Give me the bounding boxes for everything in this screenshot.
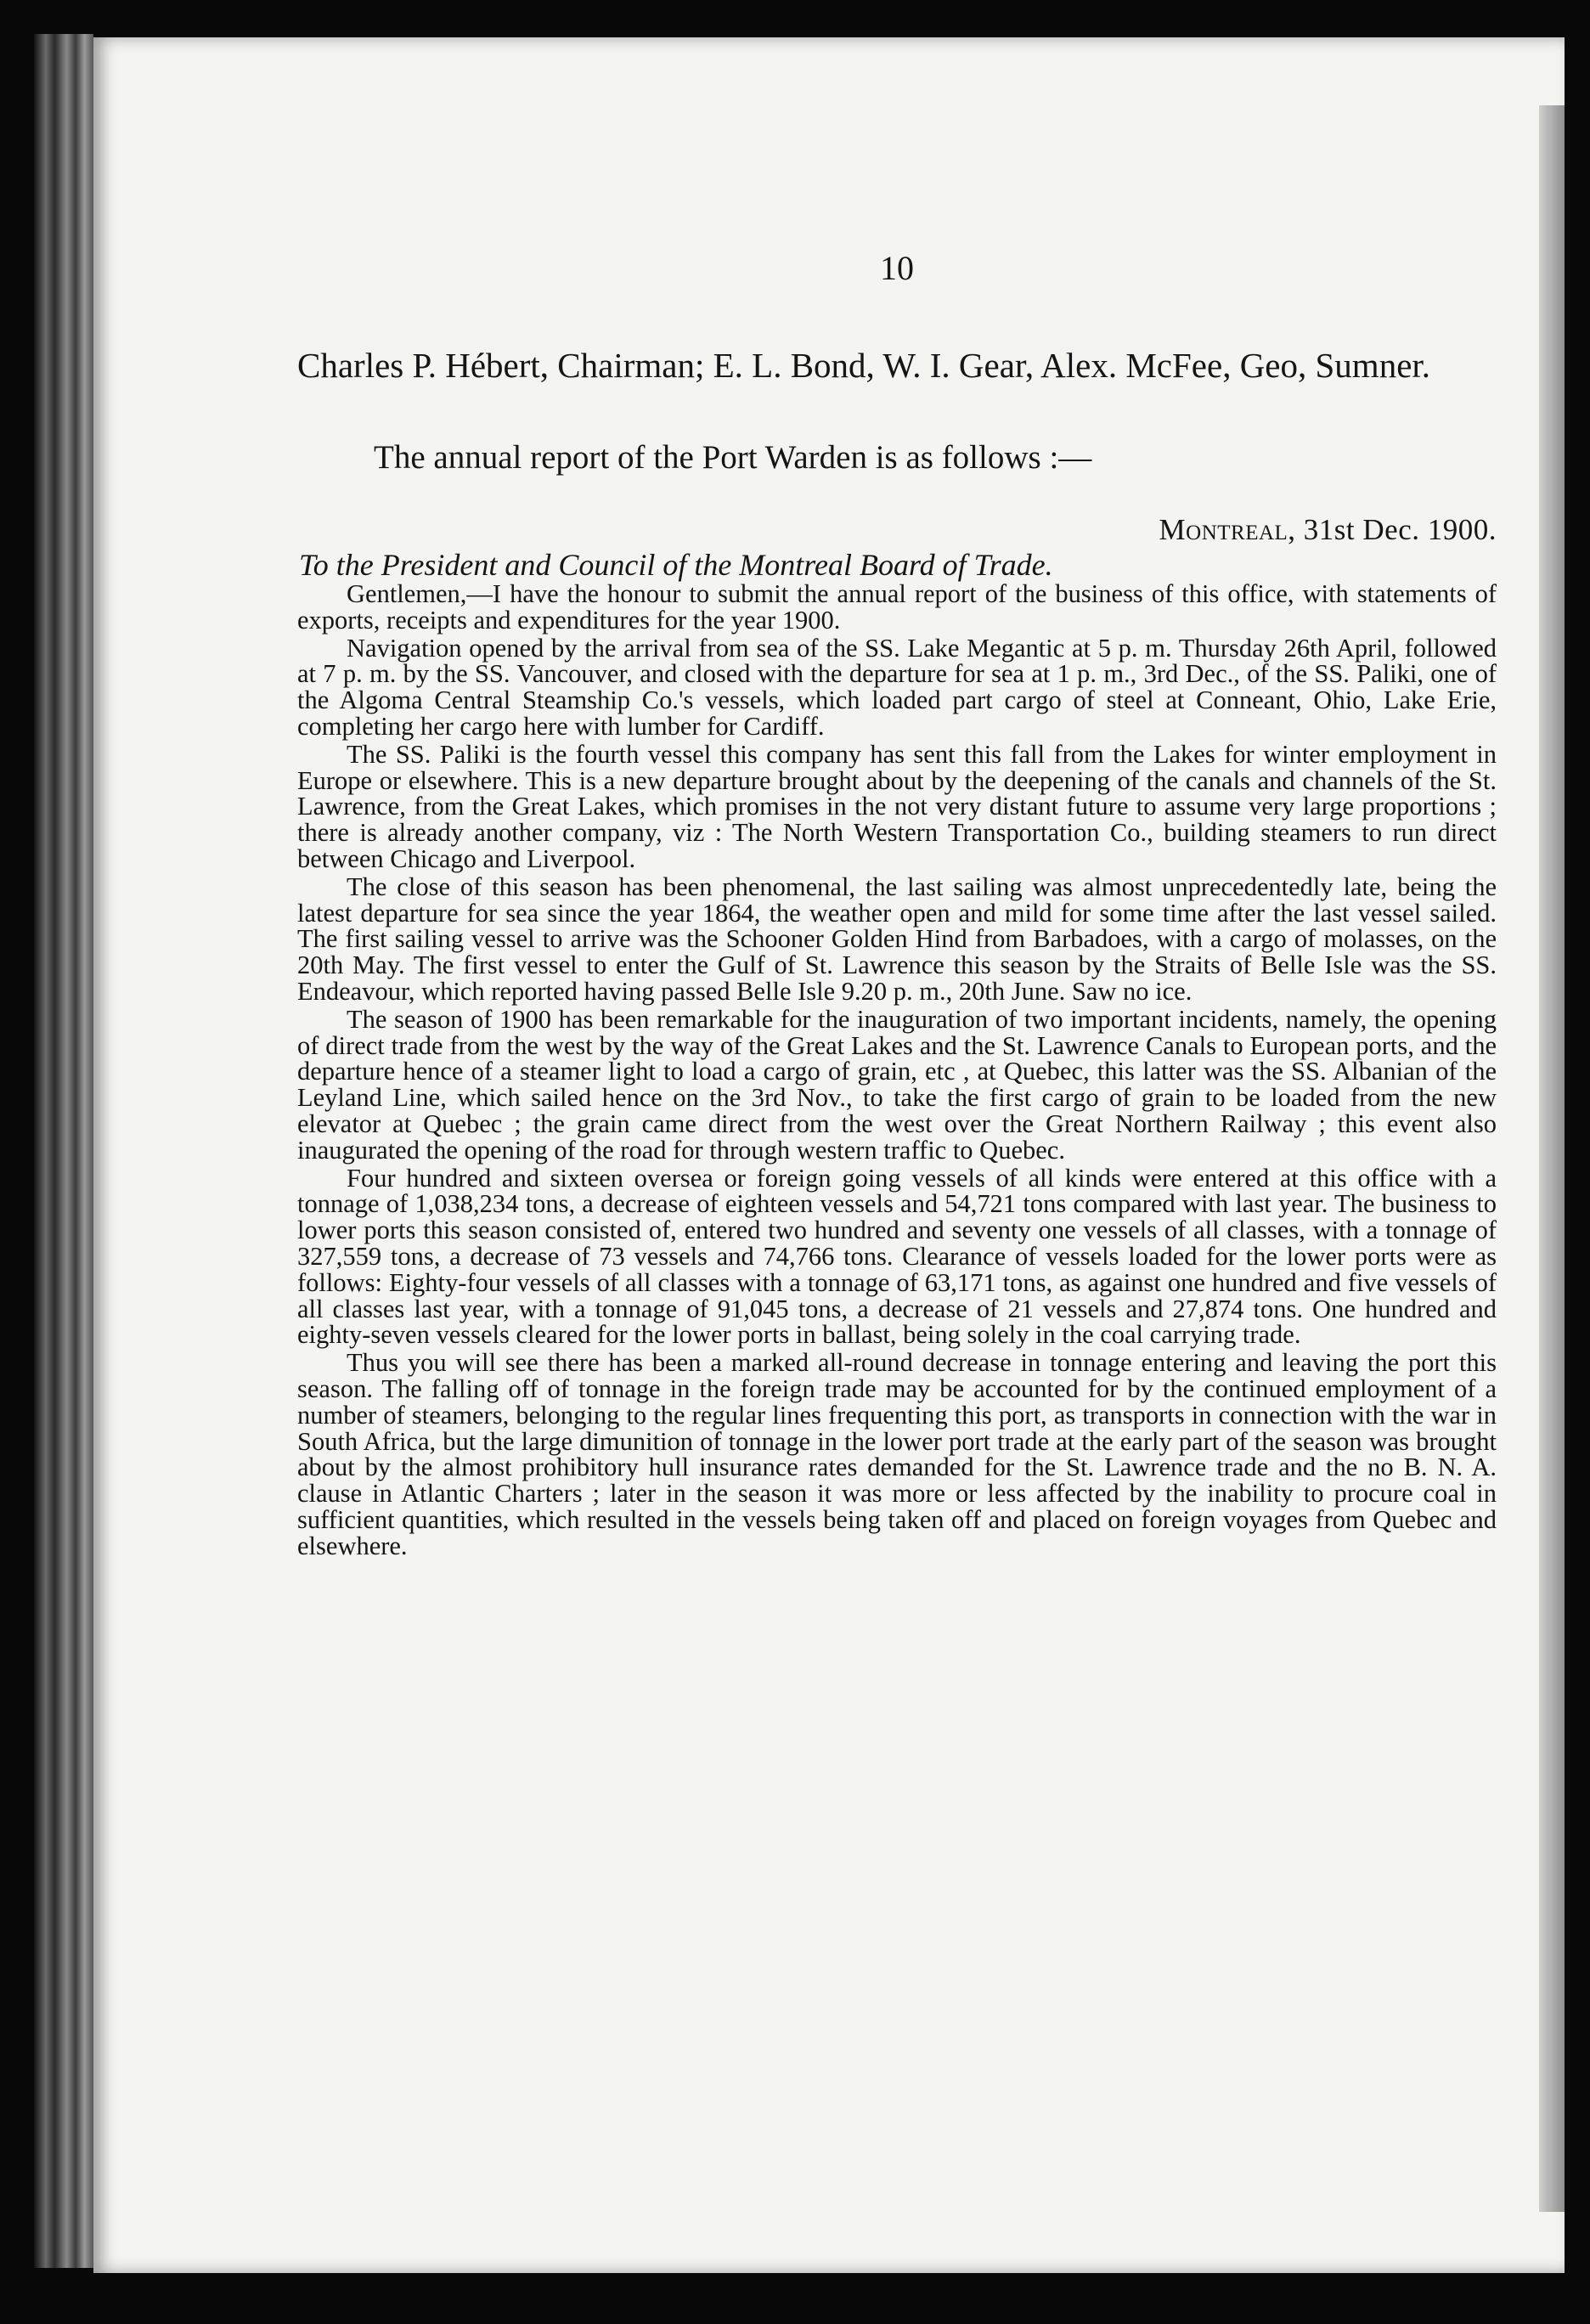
paragraph: Four hundred and sixteen oversea or foreign going vessels of all kinds were entered at this office with a tonnage of 1,038,234 tons, a decrease of eighteen vessels and 54,721 tons compared with last year. The business to lower ports this season consisted of, entered two hundred and seventy one vessels of all classes, with a tonnage of 327,559 tons, a decrease of 73 vessels and 74,766 tons. Clearance of vessels loaded for the lower ports were as follows: Eighty-four vessels of all classes with a tonnage of 63,171 tons, as against one hundred and five vessels of all classes last year, with a tonnage of 91,045 tons, a decrease of 21 vessels and 27,874 tons. One hundred and eighty-seven vessels cleared for the lower ports in ballast, being solely in the coal carrying trade.	[297, 1163, 1497, 1350]
paragraph: The SS. Paliki is the fourth vessel this company has sent this fall from the Lakes for winter employment in Europe or elsewhere. This is a new departure brought about by the deepening of the canals and channels of the St. Lawrence, from the Great Lakes, which promises in the not very distant future to assume very large proportions ; there is already another company, viz : The North Western Transportation Co., building steamers to run direct between Chicago and Liverpool.	[297, 739, 1497, 873]
paragraph: Thus you will see there has been a marked all-round decrease in tonnage entering and leaving the port this season. The falling off of tonnage in the foreign trade may be accounted for by the continued employment of a number of steamers, belonging to the regular lines frequenting this port, as transports in connection with the war in South Africa, but the large dimunition of tonnage in the lower port trade at the early part of the season was brought about by the almost prohibitory hull insurance rates demanded for the St. Lawrence trade and the no B. N. A. clause in Atlantic Charters ; later in the season it was more or less affected by the inability to procure coal in sufficient quantities, which resulted in the vessels being taken off and placed on foreign voyages from Quebec and elsewhere.	[297, 1348, 1497, 1560]
document-page	[93, 37, 1565, 2273]
paragraph: Gentlemen,—I have the honour to submit the annual report of the business of this office, with statements of exports, receipts and expenditures for the year 1900.	[297, 579, 1497, 635]
dateline-date: 31st Dec. 1900.	[1303, 513, 1497, 546]
report-intro: The annual report of the Port Warden is as follows :—	[374, 439, 1092, 476]
page-number: 10	[880, 249, 914, 287]
dateline	[1159, 513, 1497, 547]
book-page-edges	[34, 34, 93, 2268]
paragraph: Navigation opened by the arrival from sea of the SS. Lake Megantic at 5 p. m. Thursday 26th April, followed at 7 p. m. by the SS. Vancouver, and closed with the departure for sea at 1 p. m., 3rd Dec., of the SS. Paliki, one of the Algoma Central Steamship Co.'s vessels, which loaded part cargo of steel at Conneant, Ohio, Lake Erie, completing her cargo here with lumber for Cardiff.	[297, 633, 1497, 741]
dateline-place: Montreal,	[1159, 513, 1296, 546]
salutation: To the President and Council of the Montreal Board of Trade.	[299, 548, 1053, 582]
report-body	[297, 581, 1497, 1560]
paragraph: The season of 1900 has been remarkable for the inauguration of two important incidents, namely, the opening of direct trade from the west by the way of the Great Lakes and the St. Lawrence Canals to European ports, and the departure hence of a steamer light to load a cargo of grain, etc , at Quebec, this latter was the SS. Albanian of the Leyland Line, which sailed hence on the 3rd Nov., to take the first cargo of grain to be loaded from the new elevator at Quebec ; the grain came direct from the west over the Great Northern Railway ; this event also inaugurated the opening of the road for through western traffic to Quebec.	[297, 1004, 1497, 1165]
committee-members: Charles P. Hébert, Chairman; E. L. Bond, W. I. Gear, Alex. McFee, Geo, Sumner.	[297, 346, 1431, 385]
paragraph: The close of this season has been phenomenal, the last sailing was almost unprecedentedly late, being the latest departure for sea since the year 1864, the weather open and mild for some time after the last vessel sailed. The first sailing vessel to arrive was the Schooner Golden Hind from Barbadoes, with a cargo of molasses, on the 20th May. The first vessel to enter the Gulf of St. Lawrence this season by the Straits of Belle Isle was the SS. Endeavour, which reported having passed Belle Isle 9.20 p. m., 20th June. Saw no ice.	[297, 872, 1497, 1006]
facing-page-edge	[1539, 105, 1565, 2212]
